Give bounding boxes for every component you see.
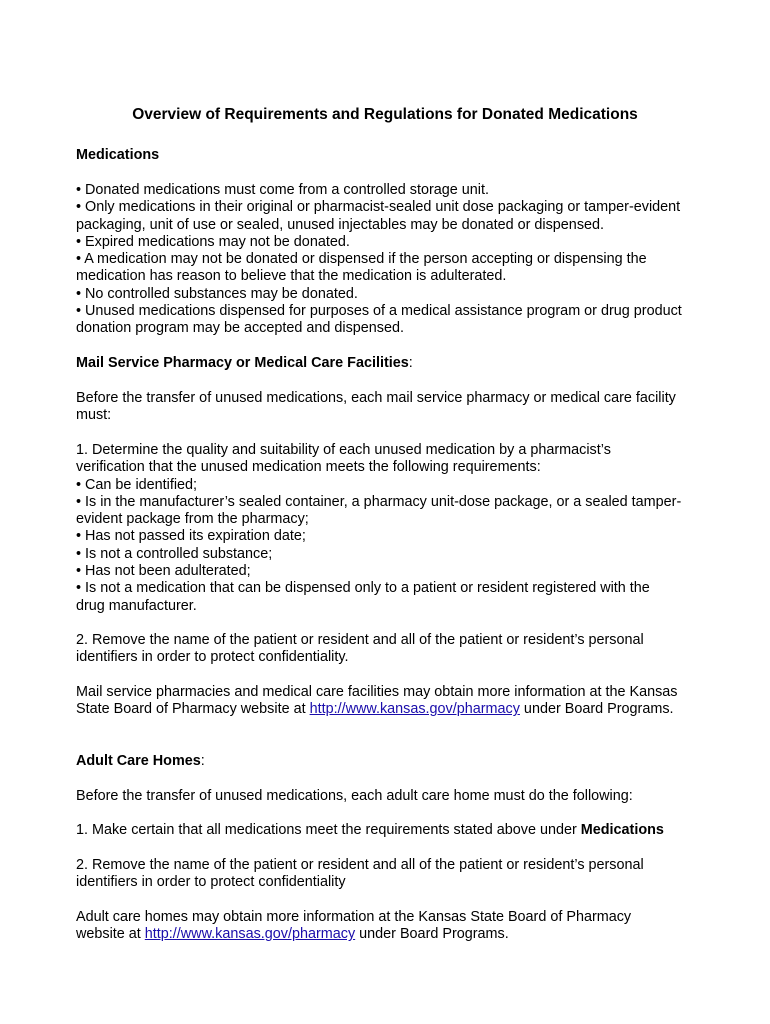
mail-service-step1-line: • Can be identified; [76, 476, 198, 493]
mail-service-intro-line: must: [76, 407, 112, 424]
mail-service-step2-line: 2. Remove the name of the patient or resident and all of the patient or resident’s personal [76, 632, 644, 648]
adult-care-step1-bold: Medications [580, 822, 664, 838]
mail-service-step1-line: • Is in the manufacturer’s sealed container, a pharmacy unit-dose package, or a sealed tamper- [76, 493, 682, 510]
adult-care-info-line: Adult care homes may obtain more information at the Kansas State Board of Pharmacy [76, 909, 632, 925]
mail-service-step1-line: • Is not a medication that can be dispensed only to a patient or resident registered with the [76, 580, 650, 597]
mail-service-heading-colon: : [408, 355, 413, 371]
mail-service-info-suffix: under Board Programs. [519, 701, 674, 718]
mail-service-step2-line: identifiers in order to protect confidentiality. [76, 649, 349, 666]
medications-line: • Only medications in their original or pharmacist-sealed unit dose packaging or tamper-evident [76, 199, 681, 216]
medications-line: • No controlled substances may be donated. [76, 285, 358, 302]
mail-service-info-line: Mail service pharmacies and medical care facilities may obtain more information at the Kansas [76, 684, 678, 700]
medications-line: • Unused medications dispensed for purposes of a medical assistance program or drug product [76, 303, 682, 320]
medications-line: • Donated medications must come from a controlled storage unit. [76, 182, 489, 198]
kansas-pharmacy-link-2[interactable]: http://www.kansas.gov/pharmacy [144, 926, 356, 943]
kansas-pharmacy-link[interactable]: http://www.kansas.gov/pharmacy [309, 701, 520, 718]
mail-service-step1-line: • Has not passed its expiration date; [76, 528, 306, 545]
medications-list [76, 182, 724, 338]
medications-line: packaging, unit of use or sealed, unused injectables may be donated or dispensed. [76, 216, 605, 233]
medications-line: • A medication may not be donated or dispensed if the person accepting or dispensing the [76, 251, 647, 268]
mail-service-step1-line: verification that the unused medication meets the following requirements: [76, 459, 541, 476]
document-title: Overview of Requirements and Regulations for Donated Medications [132, 106, 638, 123]
mail-service-step1-line: • Has not been adulterated; [76, 563, 251, 580]
medications-line: • Expired medications may not be donated. [76, 233, 350, 250]
mail-service-info-line-2 [76, 701, 724, 718]
adult-care-info-suffix: under Board Programs. [355, 926, 509, 943]
medications-line: donation program may be accepted and dispensed. [76, 320, 405, 337]
adult-care-info-line-2 [76, 926, 724, 943]
medications-line: medication has reason to believe that the medication is adulterated. [76, 268, 507, 285]
adult-care-step1 [76, 822, 724, 839]
adult-care-intro: Before the transfer of unused medications, each adult care home must do the following: [76, 788, 633, 804]
mail-service-step1 [76, 442, 724, 615]
adult-care-heading [76, 753, 724, 770]
mail-service-info [76, 684, 724, 719]
adult-care-step2-line: 2. Remove the name of the patient or resident and all of the patient or resident’s personal [76, 857, 644, 873]
mail-service-step1-line: drug manufacturer. [76, 597, 197, 614]
mail-service-heading-text: Mail Service Pharmacy or Medical Care Facilities [76, 355, 409, 371]
medications-heading: Medications [76, 147, 160, 163]
mail-service-step1-line: • Is not a controlled substance; [76, 545, 273, 562]
mail-service-intro [76, 390, 724, 425]
mail-service-heading [76, 355, 724, 372]
adult-care-info-prefix: website at [76, 926, 145, 943]
adult-care-heading-colon: : [200, 753, 205, 769]
mail-service-intro-line: Before the transfer of unused medications, each mail service pharmacy or medical care facility [76, 390, 676, 406]
adult-care-heading-text: Adult Care Homes [76, 753, 201, 769]
adult-care-info [76, 909, 724, 944]
mail-service-step1-line: 1. Determine the quality and suitability of each unused medication by a pharmacist’s [76, 442, 611, 458]
mail-service-info-prefix: State Board of Pharmacy website at [76, 701, 310, 718]
mail-service-step2 [76, 632, 724, 667]
mail-service-step1-line: evident package from the pharmacy; [76, 511, 309, 528]
adult-care-step2 [76, 857, 724, 892]
adult-care-step2-line: identifiers in order to protect confidentiality [76, 874, 346, 891]
adult-care-step1-text: 1. Make certain that all medications meet the requirements stated above under [76, 822, 581, 838]
